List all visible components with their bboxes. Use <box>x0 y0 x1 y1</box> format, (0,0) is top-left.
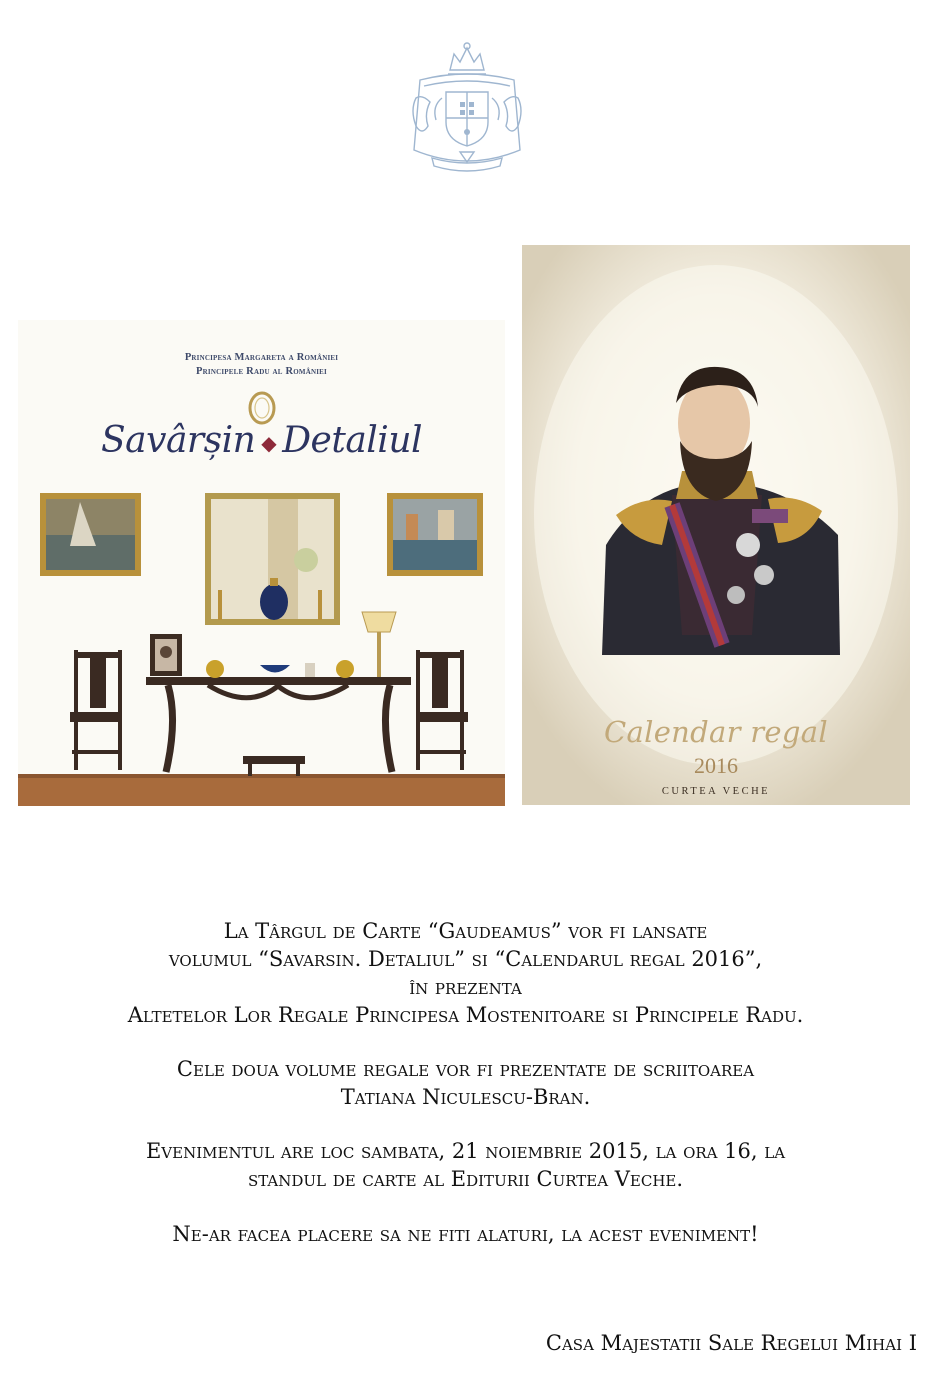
book-cover-savarsin-detaliul <box>18 320 505 806</box>
book2-publisher: CURTEA VECHE <box>661 786 771 797</box>
book1-title-part-2: Detaliul <box>282 420 423 461</box>
announcement-line: Evenimentul are loc sambata, 21 noiembrie 2015, la ora 16, la <box>145 1139 786 1163</box>
announcement-line: Altetelor Lor Regale Principesa Mostenitoare si Principele Radu. <box>127 1003 804 1027</box>
announcement-line: în prezenta <box>409 975 522 999</box>
announcement-line: volumul “Savarsin. Detaliul” si “Calendarul regal 2016”, <box>168 947 763 971</box>
announcement-line: La Târgul de Carte “Gaudeamus” vor fi lansate <box>223 919 708 943</box>
book-cover-calendar-regal <box>522 245 910 805</box>
book2-title: Calendar regal <box>604 715 828 749</box>
announcement-line: Ne-ar facea placere sa ne fiti alaturi, la acest eveniment! <box>172 1222 759 1246</box>
book1-author-line-2: Principele Radu al României <box>196 366 327 377</box>
announcement-line: Tatiana Niculescu-Bran. <box>340 1085 591 1109</box>
book2-year: 2016 <box>694 753 738 778</box>
interior-photo <box>18 480 505 806</box>
signature: Casa Majestatii Sale Regelui Mihai I <box>545 1331 917 1355</box>
announcement-line: standul de carte al Editurii Curtea Veche. <box>247 1167 684 1191</box>
book1-title <box>18 420 505 461</box>
book1-title-part-1: Savârșin <box>100 420 256 461</box>
title-separator-dot-icon: ◆ <box>261 431 277 455</box>
royal-crest-logo <box>402 40 532 180</box>
book1-author-line-1: Principesa Margareta a României <box>184 352 339 363</box>
announcement-line: Cele doua volume regale vor fi prezentate de scriitoarea <box>176 1057 755 1081</box>
